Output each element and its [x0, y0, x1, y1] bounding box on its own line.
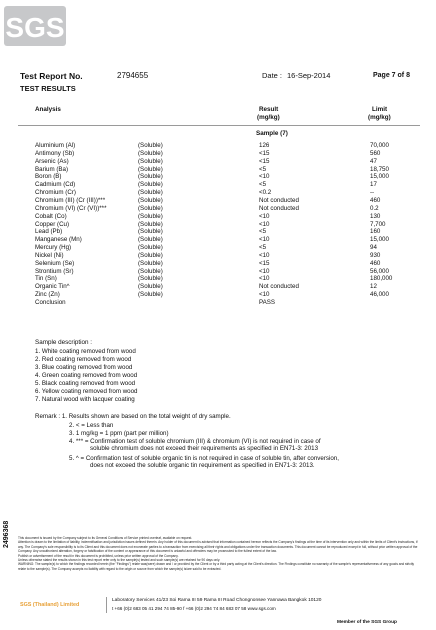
analysis-name: Conclusion	[35, 299, 66, 306]
remark-line: 5. ^ = Confirmation test of soluble organic tin is not required in case of soluble tin, after conversion,	[69, 455, 339, 462]
result-value: PASS	[259, 299, 276, 306]
result-value: <5	[259, 165, 267, 173]
limit-value: 56,000	[370, 267, 389, 275]
document-serial-number: 2496368	[3, 520, 10, 548]
analysis-condition: (Soluble)	[138, 259, 163, 267]
remark-line: Remark : 1. Results shown are based on the total weight of dry sample.	[35, 413, 231, 420]
analysis-condition: (Soluble)	[138, 142, 163, 149]
result-value: <10	[259, 236, 270, 244]
analysis-name: Nickel (Ni)	[35, 251, 64, 259]
limit-value: 160	[370, 228, 381, 236]
result-value: <10	[259, 220, 270, 228]
date-label: Date :	[262, 71, 283, 80]
fine-print	[18, 536, 420, 571]
limit-value: 930	[370, 251, 381, 259]
sample-description-item: 2. Red coating removed from wood	[35, 356, 132, 363]
sample-label: Sample (7)	[256, 130, 288, 137]
footer-company: SGS (Thailand) Limited	[20, 602, 80, 608]
result-value: <5	[259, 228, 267, 236]
analysis-name: Cadmium (Cd)	[35, 181, 76, 189]
analysis-name: Strontium (Sr)	[35, 267, 74, 275]
limit-value: 18,750	[370, 165, 389, 173]
footer-divider	[106, 597, 107, 613]
result-value: <15	[259, 259, 270, 267]
analysis-name: Aluminium (Al)	[35, 142, 76, 149]
analysis-name: Chromium (Cr)	[35, 189, 76, 197]
date-value: 16-Sep-2014	[287, 71, 331, 80]
limit-value: 94	[370, 244, 377, 252]
limit-value: 46,000	[370, 291, 389, 299]
result-value: <5	[259, 181, 267, 189]
limit-value: 7,700	[370, 220, 386, 228]
limit-value: 560	[370, 149, 381, 157]
footer-member: Member of the SGS Group	[337, 620, 397, 625]
limit-value: 47	[370, 157, 377, 165]
analysis-condition: (Soluble)	[138, 267, 163, 275]
analysis-condition: (Soluble)	[138, 275, 163, 283]
remark-line: soluble chromium does not exceed their requirements as specified in EN71-3: 2013	[90, 445, 319, 452]
footer-address: Laboratory Services 41/23 Soi Rama III 59 Rama III Road Chongnonsee Yannawa Bangkok 10120	[112, 598, 322, 603]
analysis-name: Cobalt (Co)	[35, 212, 67, 220]
limit-value: 0.2	[370, 204, 379, 212]
analysis-condition: (Soluble)	[138, 173, 163, 181]
section-title: TEST RESULTS	[20, 84, 76, 93]
sgs-logo-graphic	[2, 4, 68, 48]
analysis-condition: (Soluble)	[138, 157, 163, 165]
report-number-label: Test Report No.	[20, 71, 83, 81]
analysis-name: Boron (B)	[35, 173, 62, 181]
analysis-condition: (Soluble)	[138, 204, 163, 212]
remark-line: does not exceed the soluble organic tin requirement as specified in EN71-3: 2013.	[90, 462, 315, 469]
analysis-condition: (Soluble)	[138, 251, 163, 259]
limit-value: 460	[370, 196, 381, 204]
footer-contact: t +66 (0)2 683 05 41 294 74 85-90 f +66 (0)2 294 74 84 683 07 58 www.sgs.com	[112, 606, 276, 611]
analysis-condition: (Soluble)	[138, 189, 163, 197]
remark-line: 2. < = Less than	[69, 422, 114, 429]
analysis-condition: (Soluble)	[138, 220, 163, 228]
page-number: Page 7 of 8	[373, 72, 410, 79]
limit-value: 12	[370, 283, 377, 291]
sgs-logo	[2, 4, 68, 48]
sample-description-item: 7. Natural wood with lacquer coating	[35, 396, 135, 403]
sgs-logo-text: SGS	[5, 12, 65, 43]
result-value: <15	[259, 157, 270, 165]
result-value: <10	[259, 267, 270, 275]
analysis-name: Arsenic (As)	[35, 157, 69, 165]
sample-description-item: 1. White coating removed from wood	[35, 348, 136, 355]
limit-value: 15,000	[370, 173, 389, 181]
analysis-name: Barium (Ba)	[35, 165, 69, 173]
analysis-name: Selenium (Se)	[35, 259, 75, 267]
analysis-condition: (Soluble)	[138, 149, 163, 157]
result-value: <5	[259, 244, 267, 252]
analysis-condition: (Soluble)	[138, 228, 163, 236]
limit-value: 17	[370, 181, 377, 189]
limit-value: 130	[370, 212, 381, 220]
result-value: <10	[259, 291, 270, 299]
sample-description-item: 4. Green coating removed from wood	[35, 372, 138, 379]
limit-value: --	[370, 189, 375, 197]
analysis-condition: (Soluble)	[138, 196, 163, 204]
analysis-condition: (Soluble)	[138, 212, 163, 220]
limit-value: 460	[370, 259, 381, 267]
result-value: <15	[259, 149, 270, 157]
remark-line: 4. *** = Confirmation test of soluble chromium (III) & chromium (VI) is not required in case of	[69, 438, 321, 445]
limit-value: 70,000	[370, 142, 389, 149]
analysis-condition: (Soluble)	[138, 283, 163, 291]
limit-value: 180,000	[370, 275, 393, 283]
remark-line: 3. 1 mg/kg = 1 ppm (part per million)	[69, 430, 169, 437]
fine-print-line: WARNING: The sample(s) to which the findings recorded herein (the "Findings") relate was(were) drawn and / or provided by the Client or by a third party acting at the Client's direction. The Findings constitute no warranty of the sample's representativeness of any goods and strictly relate to the sample(s). The Company accepts no liability with regard to the origin or source from which the sample(s) is/are said to be extracted.	[18, 562, 415, 571]
analysis-condition: (Soluble)	[138, 244, 163, 252]
result-value: <10	[259, 275, 270, 283]
analysis-name: Antimony (Sb)	[35, 149, 75, 157]
sample-description-title: Sample description :	[35, 339, 93, 346]
result-value: <10	[259, 173, 270, 181]
col-analysis-header: Analysis	[35, 106, 61, 113]
result-value: <10	[259, 212, 270, 220]
analysis-name: Chromium (VI) (Cr (VI))***	[35, 204, 107, 212]
col-limit-header: Limit	[372, 106, 388, 113]
result-value: <10	[259, 251, 270, 259]
analysis-name: Tin (Sn)	[35, 275, 57, 283]
col-limit-unit: (mg/kg)	[368, 114, 391, 121]
sample-description-item: 3. Blue coating removed from wood	[35, 364, 133, 371]
analysis-condition: (Soluble)	[138, 165, 163, 173]
result-value: Not conducted	[259, 196, 299, 204]
analysis-condition: (Soluble)	[138, 181, 163, 189]
result-value: 126	[259, 142, 270, 149]
col-result-unit: (mg/kg)	[257, 114, 280, 121]
fine-print-line: Publish or advertisement of the result in this document is prohibited, unless prior written approval of the Company.	[18, 553, 179, 558]
fine-print-line: This document is issued by the Company subject to its General Conditions of Service printed overleaf, available on request.	[18, 536, 193, 540]
analysis-name: Manganese (Mn)	[35, 236, 82, 244]
limit-value: 15,000	[370, 236, 389, 244]
fine-print-line: Attention is drawn to the limitation of liability, indemnification and jurisdiction issues defined therein. Any holder of this document is advised that information contained hereon reflects the Company's findings at the time of its intervention only and within the limits of Client's instructions, if any. The Company's sole responsibility is to its Client and this document does not exonerate parties to a transaction from exercising all their rights and obligations under the transaction documents. This document cannot be reproduced except in full, without prior written approval of the Company. Any unauthorized alteration, forgery or falsification of the content or appearance of this document is unlawful and offenders may be prosecuted to the fullest extent of the law.	[18, 540, 418, 554]
analysis-name: Mercury (Hg)	[35, 244, 72, 252]
analysis-name: Lead (Pb)	[35, 228, 63, 236]
header-rule	[18, 125, 420, 126]
result-value: Not conducted	[259, 204, 299, 212]
report-number-value: 2794655	[117, 71, 149, 80]
col-result-header: Result	[259, 106, 279, 113]
analysis-condition: (Soluble)	[138, 236, 163, 244]
analysis-name: Organic Tin^	[35, 283, 70, 291]
analysis-condition: (Soluble)	[138, 291, 163, 299]
result-value: <0.2	[259, 189, 272, 197]
sample-description-item: 6. Yellow coating removed from wood	[35, 388, 138, 395]
analysis-name: Zinc (Zn)	[35, 291, 60, 299]
fine-print-line: Unless otherwise stated the results shown in this test report refer only to the sample(s) tested and such sample(s) are retained for 90 days only.	[18, 558, 221, 563]
sample-description-item: 5. Black coating removed from wood	[35, 380, 136, 387]
analysis-name: Copper (Cu)	[35, 220, 70, 228]
result-value: Not conducted	[259, 283, 299, 291]
analysis-name: Chromium (III) (Cr (III))***	[35, 196, 106, 204]
